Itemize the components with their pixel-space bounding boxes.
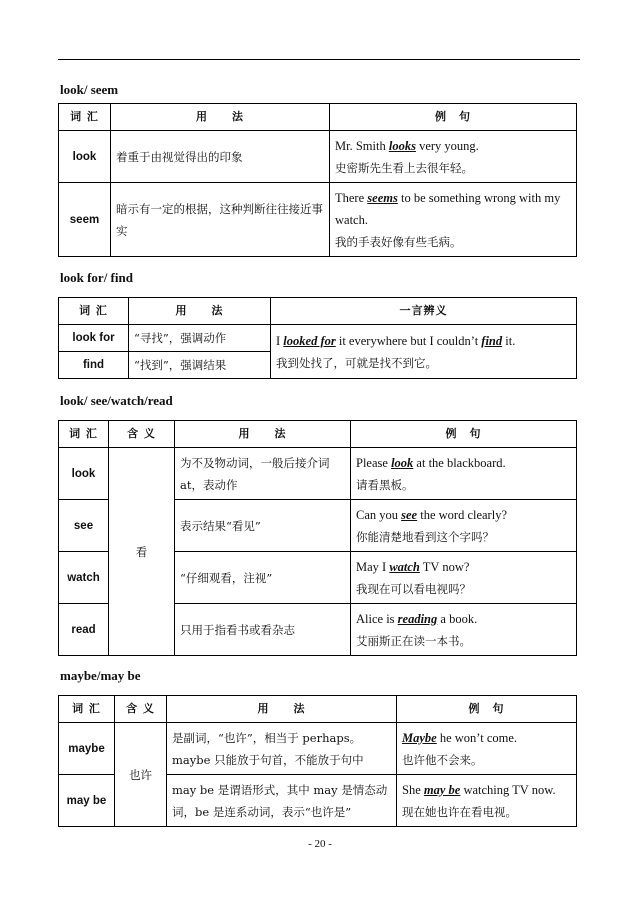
page-number: - 20 -: [308, 838, 332, 850]
example-en: Can you see the word clearly?: [356, 507, 507, 522]
usage-cell: “找到”，强调结果: [129, 352, 271, 379]
section-title-maybe-may-be: maybe/may be: [60, 668, 141, 683]
example-cell: [271, 325, 577, 379]
table-row: [59, 325, 577, 352]
example-cell: [351, 604, 577, 656]
keyword: may be: [423, 782, 461, 797]
word-cell: look for: [59, 325, 129, 352]
usage-cell: 为不及物动词，一般后接介词at，表动作: [175, 448, 351, 500]
word-cell: seem: [59, 183, 111, 257]
keyword: watch: [389, 559, 420, 574]
meaning-cell: 看: [109, 448, 175, 656]
column-header-usage: 用 法: [129, 298, 271, 325]
table-row: [59, 183, 577, 257]
column-header-explanation: 一言辨义: [271, 298, 577, 325]
column-header-example: 例 句: [351, 421, 577, 448]
example-en: She may be watching TV now.: [402, 782, 556, 797]
keyword: seems: [367, 190, 398, 205]
example-cell: [397, 723, 577, 775]
word-cell: look: [59, 131, 111, 183]
table-maybe-may-be: [58, 695, 577, 827]
keyword: Maybe: [402, 730, 437, 745]
word-cell: read: [59, 604, 109, 656]
table-row: [59, 448, 577, 500]
example-en: I looked for it everywhere but I couldn’t find it.: [276, 333, 516, 348]
example-cell: [351, 552, 577, 604]
example-en: There seems to be something wrong with my watch.: [335, 190, 561, 227]
usage-cell: may be 是谓语形式，其中 may 是情态动词，be 是连系动词，表示“也许是”: [167, 775, 397, 827]
usage-cell: 只用于指看书或看杂志: [175, 604, 351, 656]
word-cell: look: [59, 448, 109, 500]
example-cell: [397, 775, 577, 827]
example-zh: 现在她也许在看电视。: [402, 804, 517, 819]
example-en: Maybe he won’t come.: [402, 730, 518, 745]
column-header-example: 例 句: [330, 104, 577, 131]
word-cell: may be: [59, 775, 115, 827]
section-title-look-seem: look/ seem: [60, 82, 119, 97]
example-zh: 你能清楚地看到这个字吗？: [356, 529, 494, 544]
column-header-meaning: 含 义: [109, 421, 175, 448]
table-look-seem: [58, 103, 577, 257]
column-header-word: 词 汇: [59, 104, 111, 131]
meaning-cell: 也许: [115, 723, 167, 827]
table-look-see-watch-read: [58, 420, 577, 656]
column-header-word: 词 汇: [59, 421, 109, 448]
word-cell: watch: [59, 552, 109, 604]
column-header-example: 例 句: [397, 696, 577, 723]
usage-cell: “寻找”，强调动作: [129, 325, 271, 352]
table-row: [59, 131, 577, 183]
table-look-for-find: [58, 297, 577, 379]
column-header-word: 词 汇: [59, 696, 115, 723]
usage-cell: 暗示有一定的根据，这种判断往往接近事实: [111, 183, 330, 257]
keyword: find: [481, 333, 503, 348]
usage-cell: 着重于由视觉得出的印象: [111, 131, 330, 183]
example-cell: [330, 183, 577, 257]
column-header-word: 词 汇: [59, 298, 129, 325]
example-cell: [351, 448, 577, 500]
header-rule: [58, 59, 580, 60]
word-cell: see: [59, 500, 109, 552]
usage-cell: 表示结果“看见”: [175, 500, 351, 552]
example-zh: 艾丽斯正在读一本书。: [356, 633, 471, 648]
example-en: Mr. Smith looks very young.: [335, 138, 479, 153]
column-header-usage: 用 法: [167, 696, 397, 723]
keyword: looked for: [283, 333, 336, 348]
table-row: [59, 723, 577, 775]
example-zh: 我现在可以看电视吗？: [356, 581, 471, 596]
example-zh: 我到处找了，可就是找不到它。: [276, 355, 437, 370]
example-zh: 也许他不会来。: [402, 752, 483, 767]
example-zh: 史密斯先生看上去很年轻。: [335, 160, 473, 175]
word-cell: find: [59, 352, 129, 379]
word-cell: maybe: [59, 723, 115, 775]
column-header-meaning: 含 义: [115, 696, 167, 723]
example-zh: 我的手表好像有些毛病。: [335, 234, 462, 249]
example-en: May I watch TV now?: [356, 559, 470, 574]
keyword: look: [391, 455, 414, 470]
keyword: see: [401, 507, 418, 522]
example-cell: [330, 131, 577, 183]
example-en: Please look at the blackboard.: [356, 455, 506, 470]
column-header-usage: 用 法: [175, 421, 351, 448]
example-zh: 请看黑板。: [356, 477, 414, 492]
column-header-usage: 用 法: [111, 104, 330, 131]
example-cell: [351, 500, 577, 552]
section-title-look-for-find: look for/ find: [60, 270, 133, 285]
example-en: Alice is reading a book.: [356, 611, 478, 626]
usage-cell: 是副词，“也许”，相当于 perhaps。maybe 只能放于句首，不能放于句中: [167, 723, 397, 775]
usage-cell: “仔细观看，注视”: [175, 552, 351, 604]
section-title-look-see-watch-read: look/ see/watch/read: [60, 393, 173, 408]
keyword: reading: [397, 611, 438, 626]
keyword: looks: [388, 138, 416, 153]
